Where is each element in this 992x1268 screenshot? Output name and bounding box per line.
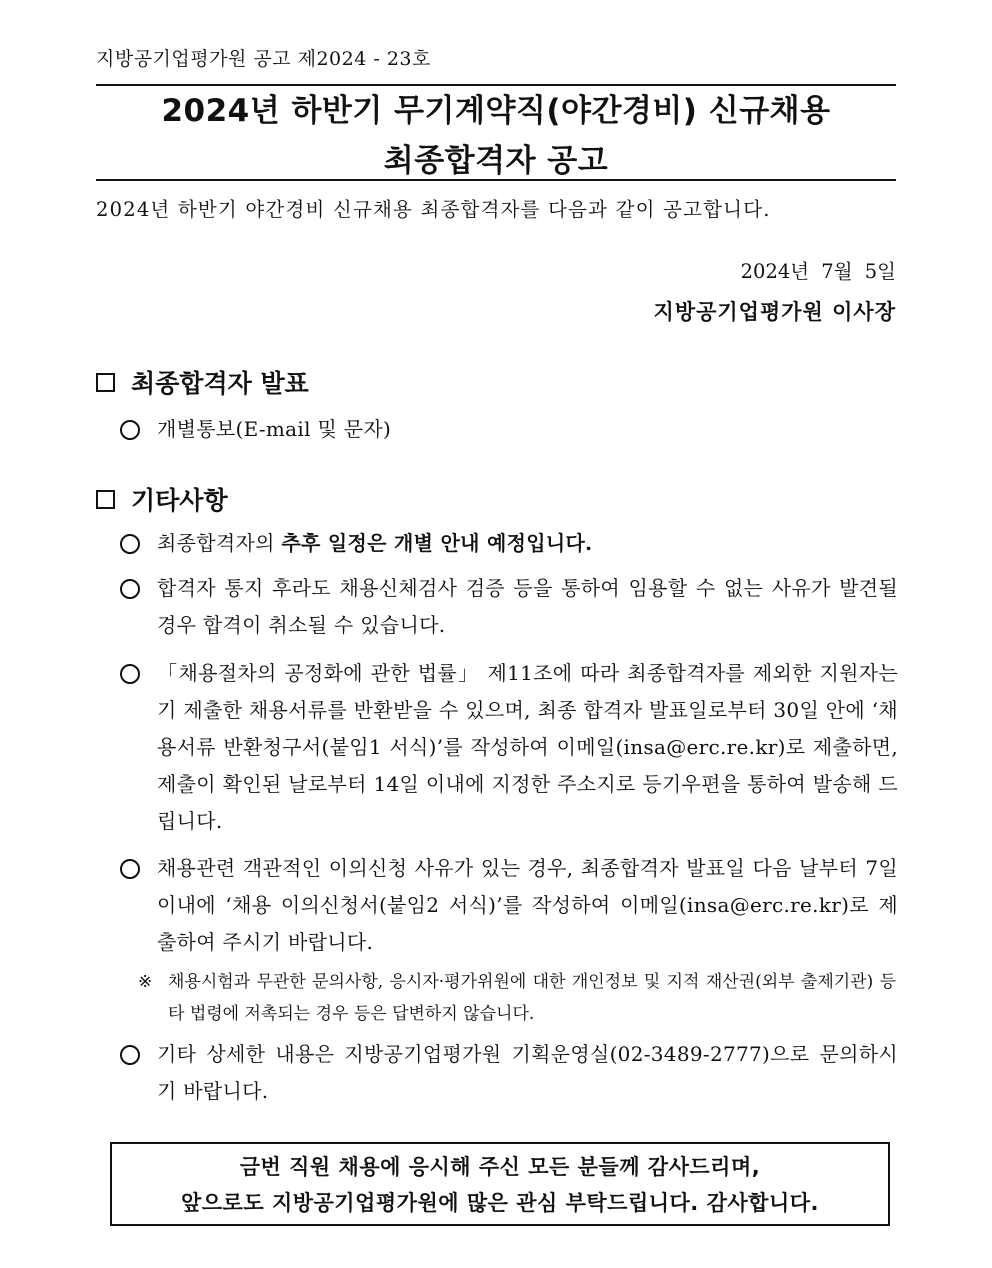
item-prefix: 최종합격자의 [157, 531, 282, 555]
circle-bullet-icon [120, 1045, 140, 1065]
circle-bullet-icon [120, 579, 140, 599]
list-item [120, 655, 898, 840]
title-line-1: 2024년 하반기 무기계약직(야간경비) 신규채용 [161, 93, 831, 129]
checkbox-square-icon [96, 490, 115, 509]
circle-bullet-icon [120, 534, 140, 554]
list-item-text: 기타 상세한 내용은 지방공기업평가원 기획운영실(02-3489-2777)으로 문의하시기 바랍니다. [157, 1042, 898, 1103]
circle-bullet-icon [120, 859, 140, 879]
title-bottom-rule [96, 179, 896, 181]
list-item-text: 개별통보(E-mail 및 문자) [157, 417, 392, 441]
circle-bullet-icon [120, 420, 140, 440]
notice-date: 2024년 7월 5일 [740, 260, 896, 283]
list-item-text: 「채용절차의 공정화에 관한 법률」 제11조에 따라 최종합격자를 제외한 지원자는 기 제출한 채용서류를 반환받을 수 있으며, 최종 합격자 발표일로부터 30일 안에 ‘채용서류 반환청구서(붙임1 서식)’를 작성하여 이메일(insa@erc.re.kr)로 제출하면, 제출이 확인된 날로부터 14일 이내에 지정한 주소지로 등기우편을 통하여 발송해 드립니다. [157, 661, 898, 833]
list-item [120, 570, 898, 644]
page-title [96, 86, 896, 186]
item-emphasis: 추후 일정은 개별 안내 예정입니다. [281, 531, 593, 555]
list-item-text [157, 525, 898, 562]
list-item [120, 850, 898, 961]
closing-line-1: 금번 직원 채용에 응시해 주신 모든 분들께 감사드리며, [239, 1155, 761, 1179]
note-text: 채용시험과 무관한 문의사항, 응시자·평가위원에 대한 개인정보 및 지적 재산권(외부 출제기관) 등 타 법령에 저촉되는 경우 등은 답변하지 않습니다. [168, 972, 896, 1024]
closing-line-2: 앞으로도 지방공기업평가원에 많은 관심 부탁드립니다. 감사합니다. [180, 1191, 820, 1215]
list-item-text: 채용관련 객관적인 이의신청 사유가 있는 경우, 최종합격자 발표일 다음 날부터 7일 이내에 ‘채용 이의신청서(붙임2 서식)’를 작성하여 이메일(insa@erc.re.kr)로 제출하여 주시기 바랍니다. [157, 856, 898, 954]
closing-message-box [110, 1142, 890, 1226]
notice-number: 지방공기업평가원 공고 제2024 - 23호 [96, 48, 431, 70]
list-item [120, 411, 898, 448]
note [138, 966, 896, 1030]
intro-text: 2024년 하반기 야간경비 신규채용 최종합격자를 다음과 같이 공고합니다. [96, 198, 771, 221]
section-heading: 최종합격자 발표 [131, 369, 309, 398]
section-final-announcement [96, 364, 309, 400]
list-item-text: 합격자 통지 후라도 채용신체검사 검증 등을 통하여 임용할 수 없는 사유가 발견될 경우 합격이 취소될 수 있습니다. [157, 576, 898, 637]
circle-bullet-icon [120, 664, 140, 684]
section-heading: 기타사항 [131, 486, 228, 515]
title-line-2: 최종합격자 공고 [383, 143, 609, 179]
section-other-matters [96, 481, 228, 517]
checkbox-square-icon [96, 373, 115, 392]
issuer: 지방공기업평가원 이사장 [653, 299, 896, 324]
note-mark: ※ [138, 972, 153, 992]
list-item [120, 1036, 898, 1110]
list-item [120, 525, 898, 562]
